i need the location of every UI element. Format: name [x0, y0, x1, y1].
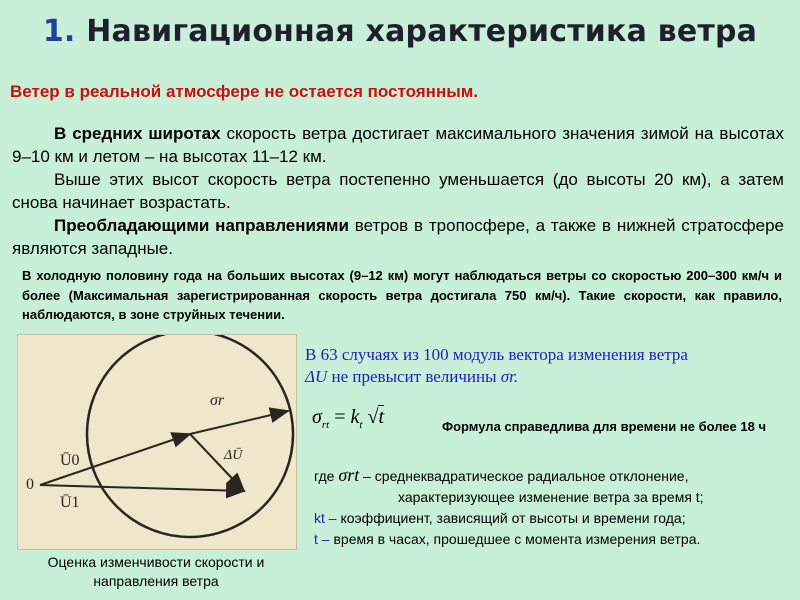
title-number: 1. — [42, 14, 76, 49]
legend-sigma-desc: – среднеквадратическое радиальное отклонение, — [363, 468, 689, 484]
formula-note: Формула справедлива для времени не более 18 ч — [442, 419, 766, 434]
sigma-radius — [190, 411, 288, 434]
formula-sigma-sub: rt — [321, 419, 330, 431]
legend — [314, 465, 794, 550]
formula-k: k — [350, 406, 360, 428]
paragraph-1 — [12, 122, 784, 168]
paragraph-1-text: скорость ветра достигает максимального значения зимой на высотах 9–10 км и летом – на высотах 11–12 км. — [12, 124, 784, 166]
paragraph-1-bold: В средних широтах — [54, 124, 221, 143]
wind-vector-diagram — [17, 334, 297, 550]
legend-k-desc: коэффициент, зависящий от высоты и времени года; — [336, 510, 686, 526]
paragraph-2 — [12, 168, 784, 214]
legend-where: где — [314, 468, 335, 484]
sqrt-icon: √ — [367, 406, 379, 428]
paragraph-2-text: Выше этих высот скорость ветра постепенно уменьшается (до высоты 20 км), а затем снова начинает возрастать. — [12, 170, 784, 212]
legend-k-row — [314, 508, 794, 529]
probability-line-2 — [305, 366, 785, 388]
probability-statement — [305, 344, 785, 388]
legend-k-term: kt – — [314, 510, 337, 526]
paragraph-3-text: ветров в тропосфере, а также в нижней стратосфере являются западные. — [12, 216, 784, 258]
legend-sigma-desc-2: характеризующее изменение ветра за время t; — [398, 489, 704, 505]
jet-stream-note: В холодную половину года на больших высотах (9–12 км) могут наблюдаться ветры со скоростью 200–300 км/ч и более (Максимальная зарегистрированная скорость ветра достигала 750 км/ч). Такие скорости, как правило, наблюдаются, в зоне струйных течении. — [22, 268, 782, 322]
legend-sigma-symbol: σrt — [338, 465, 360, 485]
formula-sigma: σ — [312, 406, 322, 428]
u1-label: Ū1 — [60, 494, 80, 511]
probability-line-2-text: не превысит величины — [327, 367, 501, 386]
paragraph-3-bold: Преобладающими направлениями — [54, 216, 349, 235]
formula-equals: = — [334, 406, 346, 428]
deviation-circle — [87, 335, 293, 537]
legend-t-row — [314, 529, 794, 550]
u0-label: Ū0 — [60, 452, 80, 469]
sigma-symbol: σr. — [500, 367, 519, 386]
probability-line-1: В 63 случаях из 100 модуль вектора изменения ветра — [305, 345, 688, 364]
formula — [312, 406, 384, 431]
legend-sigma-row — [314, 465, 794, 487]
formula-k-sub: t — [359, 419, 363, 431]
legend-t-term: t – — [314, 531, 330, 547]
title-text: Навигационная характеристика ветра — [86, 14, 758, 49]
wind-vector-svg — [18, 335, 296, 549]
diagram-caption: Оценка изменчивости скорости и направления ветра — [47, 554, 265, 589]
sigma-label: σr — [210, 392, 225, 409]
origin-label: 0 — [26, 476, 34, 493]
subtitle: Ветер в реальной атмосфере не остается постоянным. — [10, 82, 479, 101]
formula-t: t — [378, 406, 384, 428]
u1-vector — [40, 485, 244, 491]
paragraph-3 — [12, 214, 784, 260]
delta-u-symbol: ΔU — [305, 367, 328, 386]
legend-t-desc: время в часах, прошедшее с момента измерения ветра. — [329, 531, 701, 547]
delta-label: ΔŪ — [224, 448, 243, 463]
page-title — [0, 14, 800, 49]
